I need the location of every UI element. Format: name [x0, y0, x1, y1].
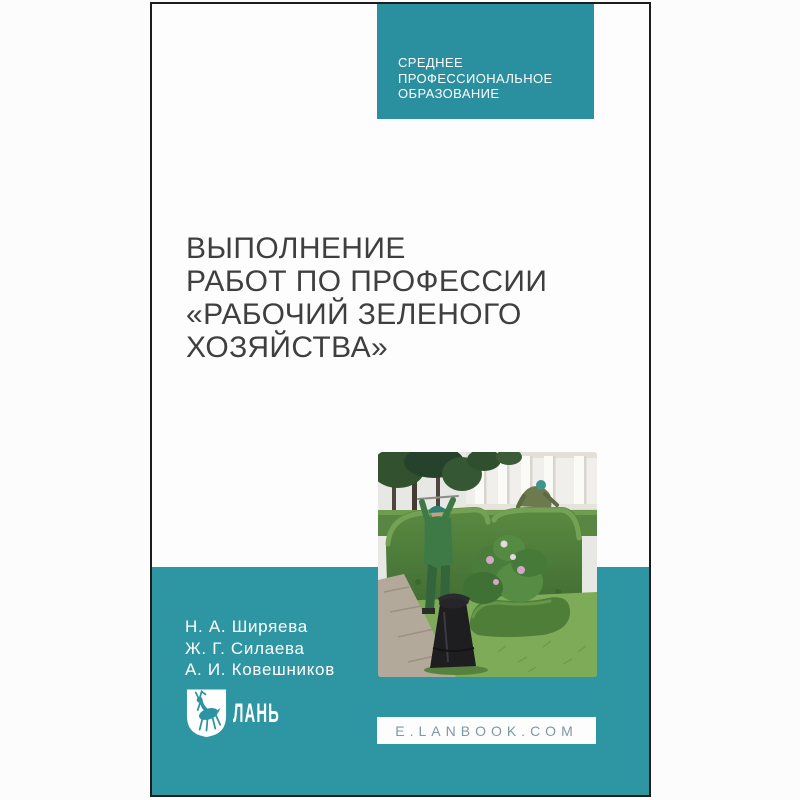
education-badge-line: СРЕДНЕЕ	[398, 55, 464, 70]
author-name: А. И. Ковешников	[185, 660, 335, 679]
publisher-website: E.LANBOOK.COM	[395, 722, 578, 739]
education-badge-line: ПРОФЕССИОНАЛЬНОЕ	[398, 70, 553, 86]
publisher-name: ЛАНЬ	[233, 697, 280, 728]
deer-in-shield-icon	[185, 688, 228, 738]
book-title-line: ХОЗЯЙСТВА»	[186, 331, 389, 364]
publisher-logo	[185, 687, 318, 739]
book-title-line: «РАБОЧИЙ ЗЕЛЕНОГО	[186, 298, 522, 331]
authors-block	[185, 616, 335, 681]
author-name: Ж. Г. Силаева	[185, 638, 305, 658]
book-title-line: РАБОТ ПО ПРОФЕССИИ	[186, 265, 548, 298]
education-badge-line: ОБРАЗОВАНИЕ	[398, 86, 500, 101]
book-title	[186, 232, 547, 364]
book-cover	[150, 2, 651, 797]
publisher-website-badge	[377, 717, 596, 744]
cover-photo	[378, 452, 597, 677]
book-title-line: ВЫПОЛНЕНИЕ	[186, 232, 406, 265]
author-name: Н. А. Ширяева	[185, 617, 308, 636]
education-level-badge	[377, 4, 594, 119]
